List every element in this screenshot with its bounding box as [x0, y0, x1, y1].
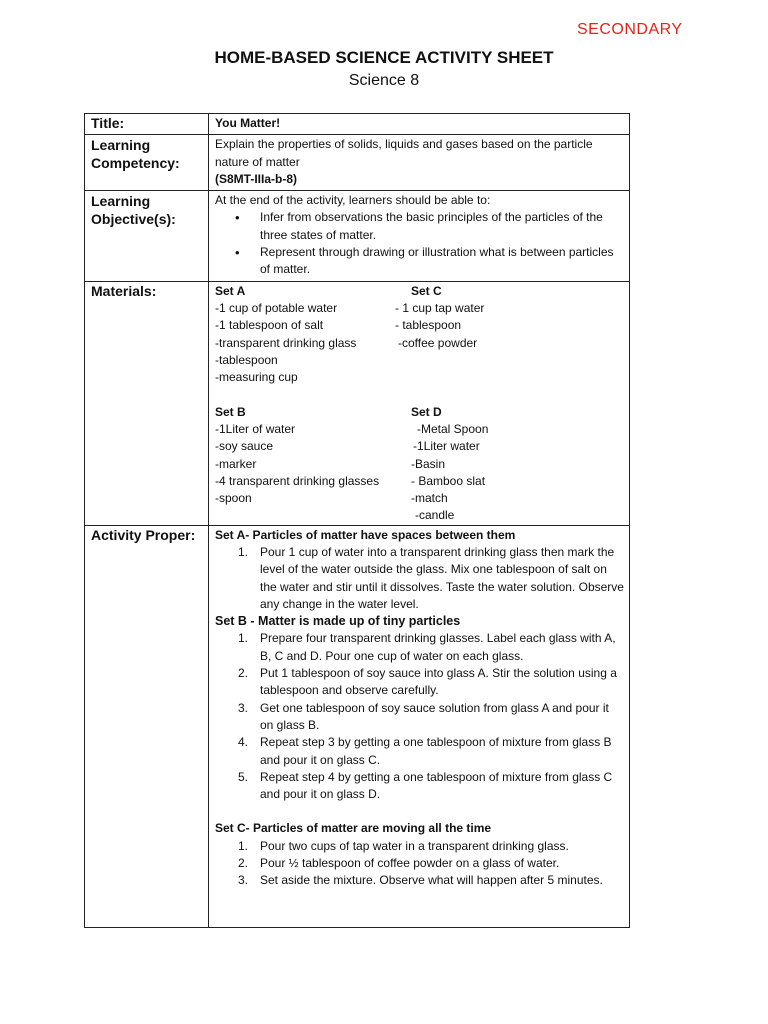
objectives-label: Learning Objective(s): — [91, 193, 176, 228]
title-label: Title: — [91, 115, 125, 131]
secondary-tag: SECONDARY — [577, 21, 683, 38]
material-item: -match — [411, 491, 448, 506]
activity-row — [85, 525, 630, 927]
objective-item: • Represent through drawing or illustration what is between particles of matter. — [215, 244, 625, 279]
material-item: -marker — [215, 456, 257, 471]
title-row — [85, 114, 630, 135]
material-item: -4 transparent drinking glasses — [215, 473, 380, 488]
objective-item: • Infer from observations the basic principles of the particles of the three states of matter. — [215, 209, 625, 244]
material-item: -Metal Spoon — [417, 421, 489, 436]
activity-set-a-heading: Set A- Particles of matter have spaces between them — [215, 527, 516, 542]
material-item: - 1 cup tap water — [395, 300, 485, 315]
material-item: -spoon — [215, 491, 252, 506]
activity-set-b-heading: Set B - Matter is made up of tiny particles — [215, 614, 461, 629]
activity-step: 4. Repeat step 3 by getting a one tablespoon of mixture from glass B and pour it on glass C. — [238, 735, 612, 767]
materials-set-c — [395, 283, 484, 352]
material-item: -tablespoon — [215, 352, 278, 367]
activity-step: 2. Put 1 tablespoon of soy sauce into glass A. Stir the solution using a tablespoon and observe carefully. — [238, 666, 617, 698]
activity-step: 5. Repeat step 4 by getting a one tablespoon of mixture from glass C and pour it on glass D. — [238, 769, 613, 802]
competency-label: Learning Competency: — [91, 137, 180, 172]
materials-set-d — [411, 404, 488, 525]
material-item: -measuring cup — [215, 370, 298, 385]
material-item: -1Liter of water — [215, 421, 296, 436]
material-item: -candle — [415, 508, 455, 523]
set-b-heading: Set B — [215, 404, 246, 419]
activity-step: 3. Get one tablespoon of soy sauce solution from glass A and pour it on glass B. — [238, 700, 609, 732]
materials-row — [85, 281, 630, 525]
material-item: -soy sauce — [215, 439, 274, 454]
objectives-intro: At the end of the activity, learners should be able to: — [215, 193, 491, 208]
document-title: HOME-BASED SCIENCE ACTIVITY SHEET — [214, 48, 554, 67]
material-item: -1Liter water — [413, 439, 480, 454]
document-subtitle: Science 8 — [348, 72, 420, 89]
competency-text: Explain the properties of solids, liquids and gases based on the particle nature of matter — [215, 137, 593, 169]
set-d-heading: Set D — [411, 404, 442, 419]
material-item: -transparent drinking glass — [215, 335, 357, 350]
set-c-heading: Set C — [411, 283, 442, 298]
materials-list — [215, 283, 625, 523]
competency-code: (S8MT-IIIa-b-8) — [215, 171, 298, 186]
activity-step: 2. Pour ½ tablespoon of coffee powder on a glass of water. — [238, 856, 560, 871]
activity-sheet-table — [84, 113, 630, 928]
activity-step: 3. Set aside the mixture. Observe what will happen after 5 minutes. — [238, 873, 603, 888]
activity-set-c-heading: Set C- Particles of matter are moving all the time — [215, 821, 492, 836]
activity-step: 1. Pour two cups of tap water in a transparent drinking glass. — [238, 838, 569, 853]
competency-row — [85, 135, 630, 191]
material-item: -Basin — [411, 456, 446, 471]
activity-step: 1. Prepare four transparent drinking glasses. Label each glass with A, B, C and D. Pour one cup of water on each glass. — [238, 631, 616, 663]
activity-step: 1. Pour 1 cup of water into a transparent drinking glass then mark the level of the water outside the glass. Mix one tablespoon of salt on the water and stir until it dissolves. Taste the water solution. Observe any change in the water level. — [238, 544, 624, 611]
materials-set-b — [215, 404, 379, 508]
title-value: You Matter! — [215, 116, 281, 130]
activity-label: Activity Proper: — [91, 526, 196, 543]
materials-label: Materials: — [91, 282, 157, 299]
set-a-heading: Set A — [215, 283, 246, 298]
material-item: -coffee powder — [398, 335, 478, 350]
material-item: -1 cup of potable water — [215, 300, 338, 315]
objectives-row — [85, 191, 630, 281]
material-item: - Bamboo slat — [411, 473, 486, 488]
materials-set-a — [215, 283, 356, 387]
material-item: - tablespoon — [395, 318, 462, 333]
material-item: -1 tablespoon of salt — [215, 318, 324, 333]
